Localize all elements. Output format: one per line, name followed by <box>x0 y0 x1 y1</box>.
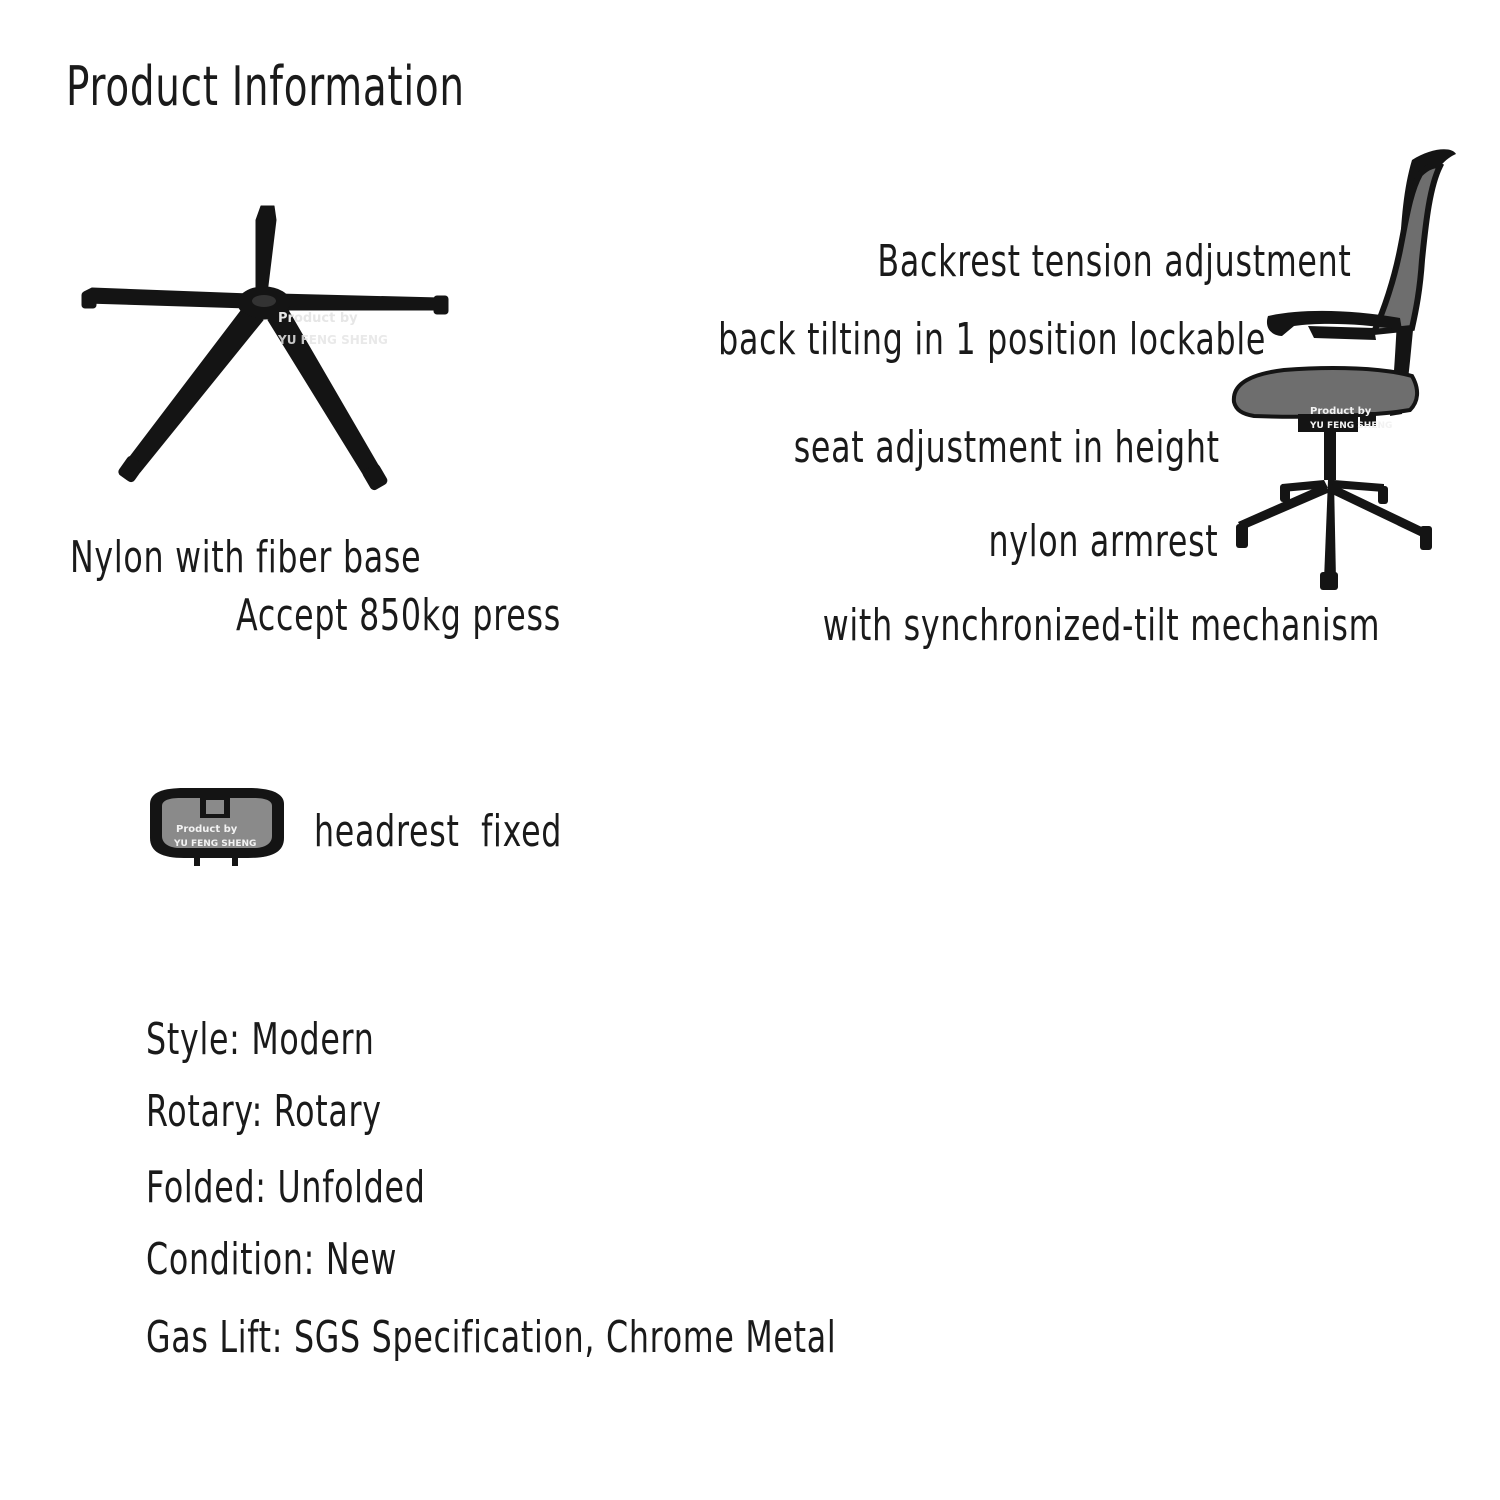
headrest-watermark-line1: Product by <box>176 824 238 835</box>
page-title: Product Information <box>66 55 465 118</box>
headrest-watermark-line2: YU FENG SHENG <box>174 839 257 849</box>
chair-watermark-line1: Product by <box>1310 406 1372 417</box>
base-watermark-line2: YU FENG SHENG <box>278 333 388 347</box>
headrest-label: headrest fixed <box>314 806 563 857</box>
star-base-image <box>78 200 450 492</box>
headrest-image <box>144 786 288 870</box>
spec-condition: Condition: New <box>146 1234 398 1285</box>
feature-back-tilt-lock: back tilting in 1 position lockable <box>718 314 1266 365</box>
spec-style: Style: Modern <box>146 1014 375 1065</box>
office-chair-image <box>1224 140 1464 600</box>
spec-folded: Folded: Unfolded <box>146 1162 426 1213</box>
spec-rotary: Rotary: Rotary <box>146 1086 382 1137</box>
base-material-text: Nylon with fiber base <box>70 532 422 583</box>
feature-backrest-tension: Backrest tension adjustment <box>877 236 1352 287</box>
chair-watermark-line2: YU FENG SHENG <box>1310 421 1393 431</box>
feature-nylon-armrest: nylon armrest <box>987 516 1218 567</box>
base-load-text: Accept 850kg press <box>236 590 561 641</box>
base-watermark-line1: Product by <box>278 311 358 326</box>
feature-seat-height: seat adjustment in height <box>793 422 1220 473</box>
spec-gas-lift: Gas Lift: SGS Specification, Chrome Metal <box>146 1312 837 1363</box>
feature-synchro-tilt: with synchronized-tilt mechanism <box>822 600 1380 651</box>
